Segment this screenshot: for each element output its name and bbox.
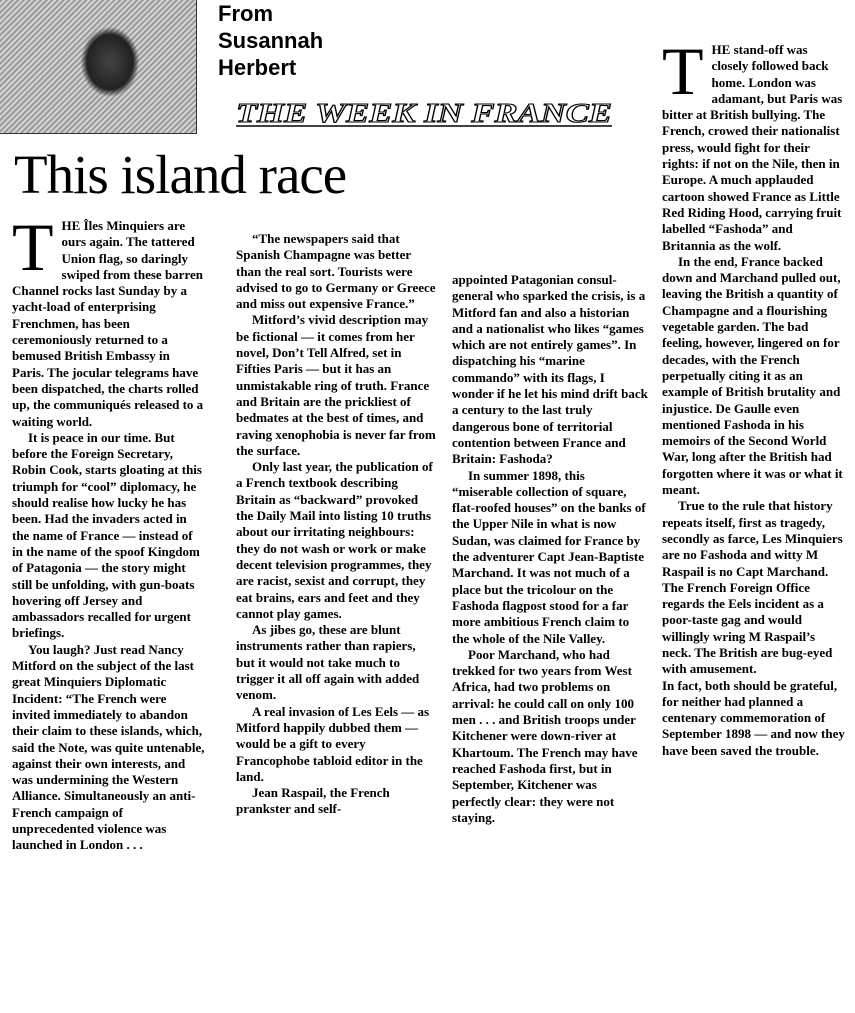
section-kicker-text: THE WEEK IN FRANCE <box>236 98 612 128</box>
byline <box>218 0 323 81</box>
byline-line: Herbert <box>218 55 297 80</box>
article-column-3 <box>452 272 648 826</box>
paragraph: Jean Raspail, the French prankster and self- <box>236 785 390 817</box>
author-photo <box>0 0 197 134</box>
article-column-1 <box>12 209 205 854</box>
paragraph: True to the rule that history repeats itself, first as tragedy, secondly as farce, Les Minquiers are no Fashoda and witty M Raspail is no Capt Marchand. The French Foreign Office regards the Eels incident as a poor-taste gag and would willingly wring M Raspail’s neck. The British are bug-eyed with amusement. <box>662 498 843 677</box>
paragraph: HE stand-off was closely followed back home. London was adamant, but Paris was bitter at British bullying. The French, crowed their nationalist press, would fight for their rights: if not on the Nile, then in Europe. A much applauded cartoon showed France as Little Red Riding Hood, carrying fruit labelled “Fashoda” and Britannia as the wolf. <box>662 42 843 253</box>
paragraph: As jibes go, these are blunt instruments rather than rapiers, but it would not take much to trigger it all off again with added venom. <box>236 622 420 703</box>
paragraph: In the end, France backed down and Marchand pulled out, leaving the British a quantity of Champagne and a flourishing vegetable garden. The bad feeling, however, lingered on for decades, with the French perpetually citing it as an example of British brutality and injustice. De Gaulle even mentioned Fashoda in his memoirs of the Second World War, long after the British had forgotten where it was or what it meant. <box>662 253 843 498</box>
paragraph: “The newspapers said that Spanish Champagne was better than the real sort. Tourists were advised to go to Germany or Greece and miss out expensive France.” <box>236 231 436 312</box>
paragraph: In summer 1898, this “miserable collection of square, flat-roofed houses” on the banks of the Upper Nile in what is now Sudan, was claimed for France by the adventurer Capt Jean-Baptiste Marchand. It was not much of a place but the tricolour on the Fashoda flagpost stood for a far more ambitious French claim to the whole of the Nile Valley. <box>452 467 646 646</box>
paragraph: It is peace in our time. But before the Foreign Secretary, Robin Cook, starts gloating at this triumph for “cool” diplomacy, he should realise how lucky he has been. Had the invaders acted in the name of France — instead of in the name of the spoof Kingdom of Patagonia — the story might still be unfolding, with gun-boats hovering off Jersey and ambassadors recalled for urgent briefings. <box>12 429 202 641</box>
paragraph: HE Îles Minquiers are ours again. The tattered Union flag, so daringly swiped from these barren Channel rocks last Sunday by a yacht-load of enterprising Frenchmen, has been ceremoniously returned to a bemused British Embassy in Paris. The jocular telegrams have been dispatched, the charts rolled up, the communiqués released to a waiting world. <box>12 218 204 429</box>
paragraph: Poor Marchand, who had trekked for two years from West Africa, had two problems on arrival: he could call on only 100 men . . . and British troops under Kitchener were down-river at Khartoum. The French may have reached Fashoda first, but in September, Kitchener was perfectly clear: they were not staying. <box>452 646 638 825</box>
article-column-2 <box>236 231 436 818</box>
paragraph: Mitford’s vivid description may be fictional — it comes from her novel, Don’t Tell Alfred, set in Fifties Paris — but it has an unmistakable ring of truth. France and Britain are the prickliest of bedmates at the best of times, and raving xenophobia is never far from the surface. <box>236 312 436 458</box>
drop-cap: T <box>12 209 54 285</box>
paragraph: You laugh? Just read Nancy Mitford on the subject of the last great Minquiers Diplomatic Incident: “The French were invited immediately to abandon their claim to these islands, which, said the Note, was quite untenable, against their own interests, and was undermining the Western Alliance. Simultaneously an anti-French campaign of unprecedented violence was launched in London . . . <box>12 641 205 853</box>
paragraph: A real invasion of Les Eels — as Mitford happily dubbed them — would be a gift to every Francophobe tabloid editor in the land. <box>236 703 430 784</box>
paragraph: In fact, both should be grateful, for neither had planned a centenary commemoration of September 1898 — and now they have been saved the trouble. <box>662 677 845 758</box>
byline-line: From <box>218 1 273 26</box>
section-kicker <box>234 98 614 128</box>
paragraph: appointed Patagonian consul-general who sparked the crisis, is a Mitford fan and also a historian and a nationalist who likes “games which are not entirely games”. In dispatching his “marine commando” with its flags, I wonder if he let his mind drift back a century to the last truly dangerous bone of territorial contention between France and Britain: Fashoda? <box>452 272 648 467</box>
headline: This island race <box>14 144 347 205</box>
drop-cap: T <box>662 33 704 109</box>
byline-line: Susannah <box>218 28 324 53</box>
paragraph: Only last year, the publication of a French textbook describing Britain as “backward” provoked the Daily Mail into listing 10 truths about our irritating neighbours: they do not wash or work or make decent television programmes, they are racist, sexist and corrupt, they eat brains, ears and feet and they cannot play games. <box>236 459 433 621</box>
article-column-4 <box>662 33 847 759</box>
